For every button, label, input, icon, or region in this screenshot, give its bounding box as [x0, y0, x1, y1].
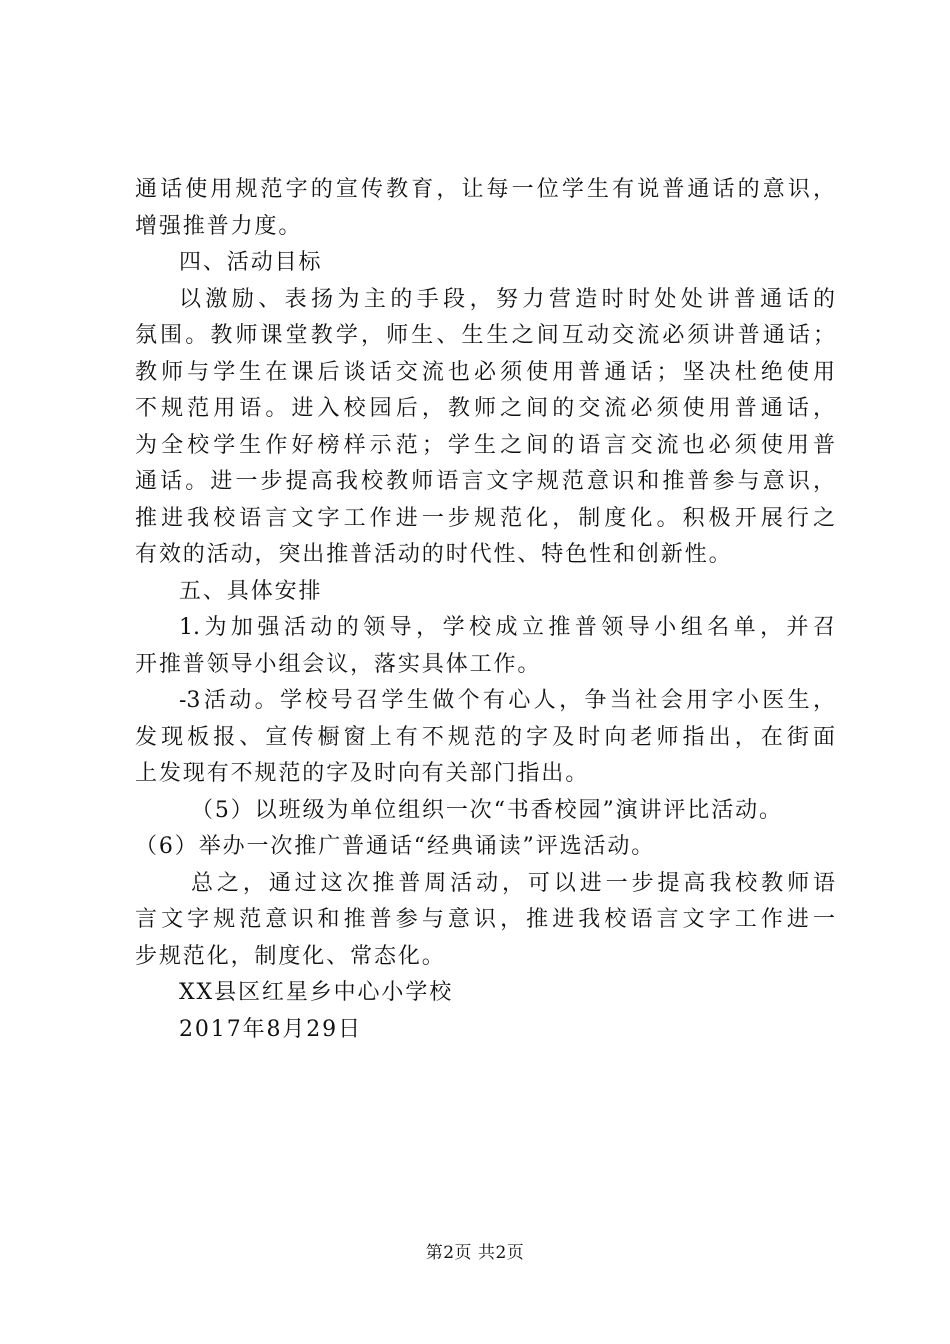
list-item: （6）举办一次推广普通话“经典诵读”评选活动。	[135, 834, 656, 859]
paragraph-line: 通话。进一步提高我校教师语言文字规范意识和推普参与意识，	[135, 469, 835, 494]
paragraph-line: 上发现有不规范的字及时向有关部门指出。	[135, 761, 590, 786]
signature-date: 2017年8月29日	[179, 1016, 362, 1042]
paragraph-line: 不规范用语。进入校园后，教师之间的交流必须使用普通话，	[135, 396, 835, 421]
signature-school: XX县区红星乡中心小学校	[179, 980, 454, 1005]
paragraph-line: 总之，通过这次推普周活动，可以进一步提高我校教师语	[191, 870, 835, 896]
paragraph-line: 步规范化，制度化、常态化。	[135, 943, 446, 969]
paragraph-line: 以激励、表扬为主的手段，努力营造时时处处讲普通话的	[179, 286, 835, 312]
paragraph-line: 推进我校语言文字工作进一步规范化，制度化。积极开展行之	[135, 505, 835, 531]
paragraph-line: 有效的活动，突出推普活动的时代性、特色性和创新性。	[135, 542, 733, 567]
list-item: （5）以班级为单位组织一次“书香校园”演讲评比活动。	[191, 797, 783, 823]
paragraph-line: 为全校学生作好榜样示范；学生之间的语言交流也必须使用普	[135, 432, 835, 458]
document-body	[135, 172, 835, 1048]
paragraph-line: 发现板报、宣传橱窗上有不规范的字及时向老师指出，在街面	[135, 724, 835, 750]
paragraph-line: 氛围。教师课堂教学，师生、生生之间互动交流必须讲普通话；	[135, 323, 835, 348]
paragraph-line: 1.为加强活动的领导，学校成立推普领导小组名单，并召	[179, 615, 835, 640]
paragraph-line: 增强推普力度。	[135, 213, 303, 239]
paragraph-line: 教师与学生在课后谈话交流也必须使用普通话；坚决杜绝使用	[135, 359, 835, 385]
paragraph-line: -3活动。学校号召学生做个有心人，争当社会用字小医生，	[179, 688, 835, 713]
paragraph-line: 开推普领导小组会议，落实具体工作。	[135, 651, 542, 677]
paragraph-line: 言文字规范意识和推普参与意识，推进我校语言文字工作进一	[135, 907, 835, 932]
section-heading: 五、具体安排	[179, 578, 323, 604]
page-number-footer: 第2页 共2页	[425, 1243, 525, 1263]
section-heading: 四、活动目标	[179, 250, 323, 275]
paragraph-line: 通话使用规范字的宣传教育，让每一位学生有说普通话的意识，	[135, 177, 835, 202]
